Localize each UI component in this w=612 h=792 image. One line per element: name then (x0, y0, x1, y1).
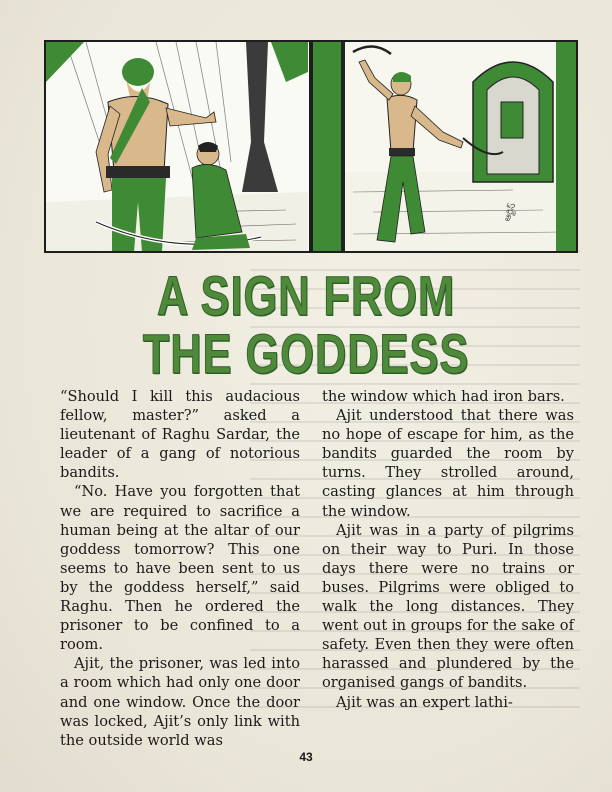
paragraph: the window which had iron bars. (322, 388, 565, 405)
paragraph: Ajit was an expert lathi- (336, 693, 513, 711)
left-panel (46, 42, 308, 253)
svg-text:ఆర్టిస్: ఆర్టిస్ (502, 201, 519, 224)
paragraph: Ajit was in a party of pilgrims on their way to Puri. In those days there were no trains or buses. Pilgrims were obliged to walk the long distances. They went out in groups for the sake of safety. Even then they were often harassed and plundered by the organised gangs of bandits. (322, 521, 574, 692)
illustration-drawing (46, 42, 578, 253)
story-title-line-1: A SIGN FROM (156, 264, 456, 327)
right-panel (313, 42, 578, 253)
illustration (44, 40, 578, 253)
left-text-column (60, 387, 300, 750)
paragraph: “Should I kill this audacious fellow, master?” asked a lieutenant of Raghu Sardar, the leader of a gang of notorious bandits. (60, 388, 300, 482)
right-text-column (322, 387, 574, 712)
paragraph: Ajit, the prisoner, was led into a room which had only one door and one window. Once the door was locked, Ajit’s only link with the outside world was (60, 655, 300, 749)
paragraph: Ajit understood that there was no hope of escape for him, as the bandits guarded the room by turns. They strolled around, casting glances at him through the window. (322, 407, 574, 520)
page-number: 43 (299, 750, 313, 764)
paragraph: “No. Have you forgotten that we are required to sacrifice a human being at the altar of our goddess tomorrow? This one seems to have been sent to us by the goddess herself,” said Raghu. Then he ordered the prisoner to be confined to a room. (60, 483, 300, 654)
story-title-line-2: THE GODDESS (142, 322, 470, 385)
